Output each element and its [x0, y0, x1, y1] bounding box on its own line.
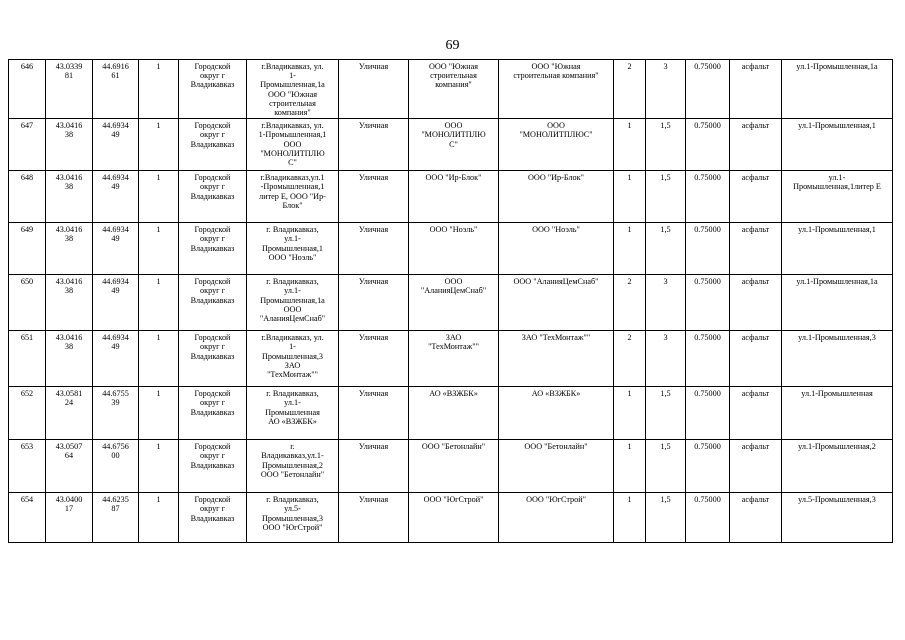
table-row	[9, 440, 893, 493]
district-cell: Городской округ г Владикавказ	[179, 171, 247, 223]
size-cell: 1,5	[646, 387, 686, 440]
surface-cell: асфальт	[730, 119, 782, 171]
quantity-cell: 2	[614, 275, 646, 331]
address-cell: г. Владикавказ, ул.1- Промышленная АО «ВЗЖБК»	[247, 387, 339, 440]
location-cell: ул.1-Промышленная,1	[782, 119, 893, 171]
table-row	[9, 119, 893, 171]
longitude-cell: 44.6756 00	[93, 440, 139, 493]
surface-cell: асфальт	[730, 60, 782, 119]
user-cell: АО «ВЗЖБК»	[499, 387, 614, 440]
size-cell: 3	[646, 331, 686, 387]
user-cell: ООО "АланияЦемСнаб"	[499, 275, 614, 331]
district-cell: Городской округ г Владикавказ	[179, 119, 247, 171]
surface-cell: асфальт	[730, 171, 782, 223]
area-cell: 0.75000	[686, 440, 730, 493]
district-cell: Городской округ г Владикавказ	[179, 60, 247, 119]
table-row	[9, 331, 893, 387]
quantity-cell: 2	[614, 60, 646, 119]
surface-cell: асфальт	[730, 387, 782, 440]
longitude-cell: 44.6916 61	[93, 60, 139, 119]
location-cell: ул.5-Промышленная,3	[782, 493, 893, 543]
owner-cell: ООО "АланияЦемСнаб"	[409, 275, 499, 331]
count-cell: 1	[139, 331, 179, 387]
count-cell: 1	[139, 171, 179, 223]
row-number-cell: 652	[9, 387, 46, 440]
owner-cell: ООО "Бетонлайн"	[409, 440, 499, 493]
longitude-cell: 44.6235 87	[93, 493, 139, 543]
district-cell: Городской округ г Владикавказ	[179, 493, 247, 543]
surface-cell: асфальт	[730, 493, 782, 543]
count-cell: 1	[139, 440, 179, 493]
latitude-cell: 43.0400 17	[46, 493, 93, 543]
latitude-cell: 43.0416 38	[46, 171, 93, 223]
area-cell: 0.75000	[686, 119, 730, 171]
address-cell: г. Владикавказ,ул.1- Промышленная,2 ООО "Бетонлайн"	[247, 440, 339, 493]
count-cell: 1	[139, 119, 179, 171]
size-cell: 1,5	[646, 119, 686, 171]
area-cell: 0.75000	[686, 171, 730, 223]
size-cell: 1,5	[646, 171, 686, 223]
size-cell: 1,5	[646, 493, 686, 543]
table-row	[9, 275, 893, 331]
latitude-cell: 43.0416 38	[46, 331, 93, 387]
type-cell: Уличная	[339, 387, 409, 440]
table-row	[9, 223, 893, 275]
address-cell: г.Владикавказ, ул. 1-Промышленная,1 ООО "МОНОЛИТПЛЮ С"	[247, 119, 339, 171]
owner-cell: ООО "Ноэль"	[409, 223, 499, 275]
latitude-cell: 43.0416 38	[46, 119, 93, 171]
location-cell: ул.1-Промышленная,3	[782, 331, 893, 387]
count-cell: 1	[139, 493, 179, 543]
type-cell: Уличная	[339, 119, 409, 171]
size-cell: 3	[646, 275, 686, 331]
area-cell: 0.75000	[686, 493, 730, 543]
location-cell: ул.1-Промышленная,1	[782, 223, 893, 275]
area-cell: 0.75000	[686, 331, 730, 387]
area-cell: 0.75000	[686, 275, 730, 331]
type-cell: Уличная	[339, 275, 409, 331]
user-cell: ЗАО "ТехМонтаж""	[499, 331, 614, 387]
quantity-cell: 1	[614, 171, 646, 223]
district-cell: Городской округ г Владикавказ	[179, 275, 247, 331]
count-cell: 1	[139, 223, 179, 275]
row-number-cell: 650	[9, 275, 46, 331]
row-number-cell: 647	[9, 119, 46, 171]
location-cell: ул.1-Промышленная,2	[782, 440, 893, 493]
type-cell: Уличная	[339, 223, 409, 275]
location-cell: ул.1-Промышленная,1а	[782, 60, 893, 119]
table-row	[9, 171, 893, 223]
row-number-cell: 649	[9, 223, 46, 275]
longitude-cell: 44.6934 49	[93, 275, 139, 331]
surface-cell: асфальт	[730, 331, 782, 387]
owner-cell: ЗАО "ТехМонтаж""	[409, 331, 499, 387]
type-cell: Уличная	[339, 171, 409, 223]
surface-cell: асфальт	[730, 275, 782, 331]
page-number: 69	[445, 38, 460, 53]
district-cell: Городской округ г Владикавказ	[179, 331, 247, 387]
row-number-cell: 646	[9, 60, 46, 119]
surface-cell: асфальт	[730, 223, 782, 275]
row-number-cell: 653	[9, 440, 46, 493]
table-body	[9, 60, 893, 543]
address-cell: г. Владикавказ, ул.5- Промышленная,3 ООО "ЮгСтрой"	[247, 493, 339, 543]
quantity-cell: 1	[614, 223, 646, 275]
location-cell: ул.1- Промышленная,1литер Е	[782, 171, 893, 223]
longitude-cell: 44.6934 49	[93, 223, 139, 275]
user-cell: ООО "Ир-Блок"	[499, 171, 614, 223]
area-cell: 0.75000	[686, 223, 730, 275]
district-cell: Городской округ г Владикавказ	[179, 440, 247, 493]
type-cell: Уличная	[339, 493, 409, 543]
size-cell: 1,5	[646, 440, 686, 493]
owner-cell: ООО "Ир-Блок"	[409, 171, 499, 223]
latitude-cell: 43.0416 38	[46, 223, 93, 275]
owner-cell: ООО "МОНОЛИТПЛЮ С"	[409, 119, 499, 171]
quantity-cell: 1	[614, 493, 646, 543]
row-number-cell: 654	[9, 493, 46, 543]
address-cell: г.Владикавказ, ул. 1- Промышленная,3 ЗАО "ТехМонтаж""	[247, 331, 339, 387]
owner-cell: ООО "ЮгСтрой"	[409, 493, 499, 543]
user-cell: ООО "Ноэль"	[499, 223, 614, 275]
size-cell: 1,5	[646, 223, 686, 275]
type-cell: Уличная	[339, 331, 409, 387]
size-cell: 3	[646, 60, 686, 119]
count-cell: 1	[139, 387, 179, 440]
owner-cell: ООО "Южная строительная компания"	[409, 60, 499, 119]
table-row	[9, 493, 893, 543]
count-cell: 1	[139, 60, 179, 119]
table-row	[9, 60, 893, 119]
quantity-cell: 2	[614, 331, 646, 387]
area-cell: 0.75000	[686, 60, 730, 119]
owner-cell: АО «ВЗЖБК»	[409, 387, 499, 440]
longitude-cell: 44.6934 49	[93, 119, 139, 171]
address-cell: г.Владикавказ,ул.1 -Промышленная,1 литер Е, ООО "Ир- Блок"	[247, 171, 339, 223]
count-cell: 1	[139, 275, 179, 331]
location-cell: ул.1-Промышленная,1а	[782, 275, 893, 331]
latitude-cell: 43.0581 24	[46, 387, 93, 440]
table-row	[9, 387, 893, 440]
address-cell: г.Владикавказ, ул. 1- Промышленная,1а ООО "Южная строительная компания"	[247, 60, 339, 119]
quantity-cell: 1	[614, 387, 646, 440]
area-cell: 0.75000	[686, 387, 730, 440]
longitude-cell: 44.6934 49	[93, 331, 139, 387]
row-number-cell: 651	[9, 331, 46, 387]
location-cell: ул.1-Промышленная	[782, 387, 893, 440]
district-cell: Городской округ г Владикавказ	[179, 387, 247, 440]
quantity-cell: 1	[614, 119, 646, 171]
user-cell: ООО "Южная строительная компания"	[499, 60, 614, 119]
longitude-cell: 44.6934 49	[93, 171, 139, 223]
address-cell: г. Владикавказ, ул.1- Промышленная,1а ООО "АланияЦемСнаб"	[247, 275, 339, 331]
quantity-cell: 1	[614, 440, 646, 493]
type-cell: Уличная	[339, 60, 409, 119]
district-cell: Городской округ г Владикавказ	[179, 223, 247, 275]
surface-cell: асфальт	[730, 440, 782, 493]
type-cell: Уличная	[339, 440, 409, 493]
user-cell: ООО "МОНОЛИТПЛЮС"	[499, 119, 614, 171]
longitude-cell: 44.6755 39	[93, 387, 139, 440]
latitude-cell: 43.0339 81	[46, 60, 93, 119]
address-cell: г. Владикавказ, ул.1- Промышленная,1 ООО "Ноэль"	[247, 223, 339, 275]
latitude-cell: 43.0507 64	[46, 440, 93, 493]
row-number-cell: 648	[9, 171, 46, 223]
user-cell: ООО "Бетонлайн"	[499, 440, 614, 493]
user-cell: ООО "ЮгСтрой"	[499, 493, 614, 543]
registry-table	[8, 59, 893, 543]
latitude-cell: 43.0416 38	[46, 275, 93, 331]
